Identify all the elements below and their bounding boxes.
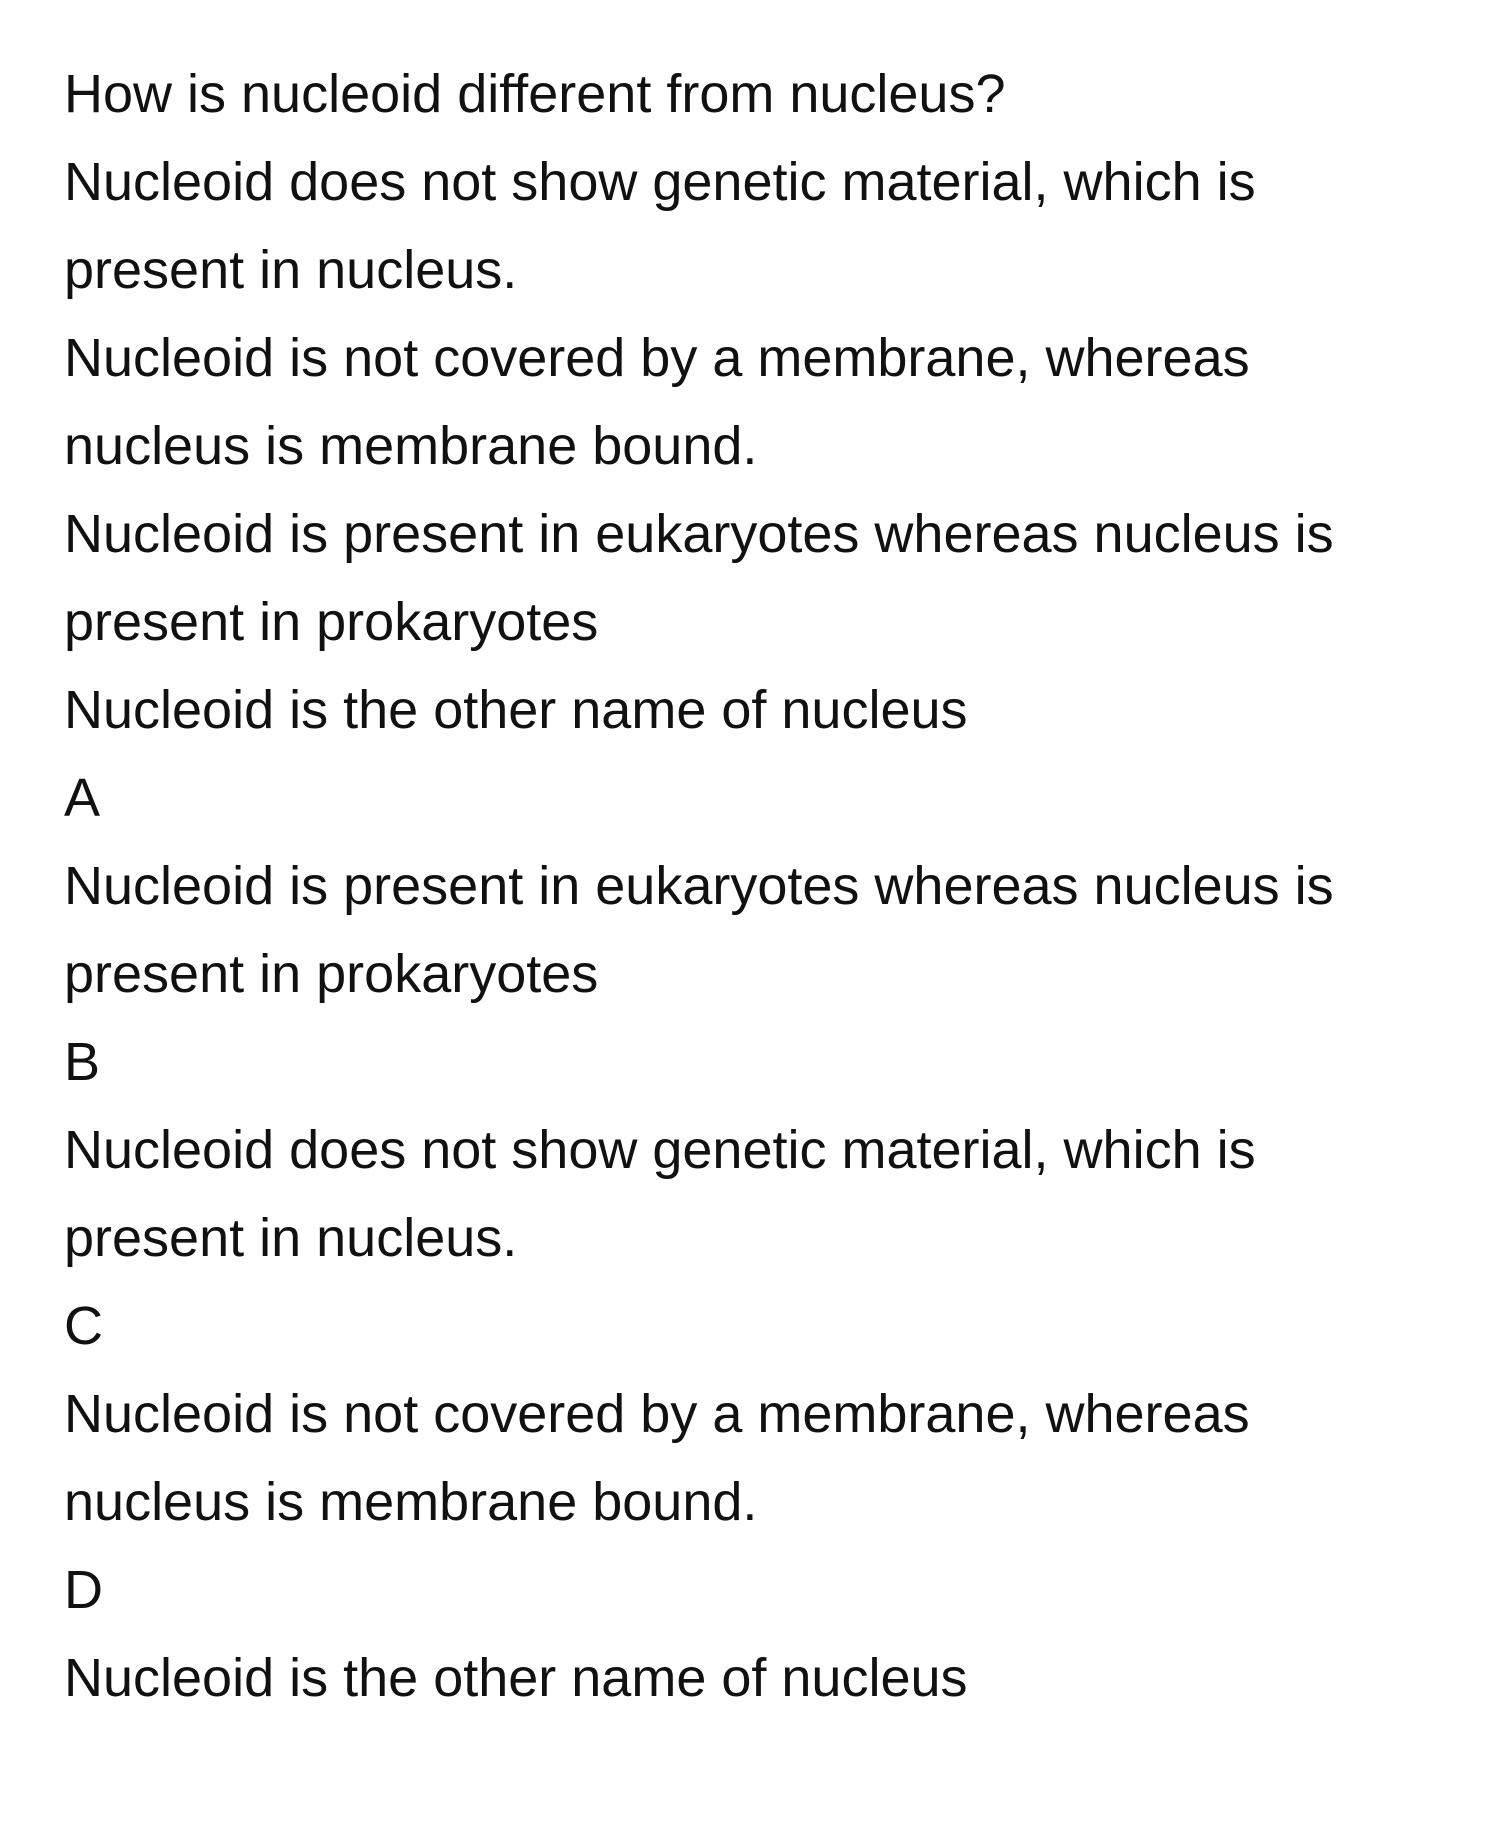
statement-line: nucleus is membrane bound. bbox=[64, 416, 758, 476]
option-a[interactable] bbox=[64, 754, 1464, 1018]
option-text: present in prokaryotes bbox=[64, 944, 599, 1004]
question-text: How is nucleoid different from nucleus? bbox=[64, 64, 1006, 124]
statement-line: present in prokaryotes bbox=[64, 592, 599, 652]
option-text: Nucleoid is present in eukaryotes whereas nucleus is bbox=[64, 856, 1334, 916]
option-d[interactable] bbox=[64, 1546, 1464, 1722]
option-text: Nucleoid does not show genetic material, which is bbox=[64, 1120, 1256, 1180]
option-text: Nucleoid is the other name of nucleus bbox=[64, 1648, 968, 1708]
option-label: C bbox=[64, 1296, 103, 1356]
statement-line: present in nucleus. bbox=[64, 240, 518, 300]
option-text: nucleus is membrane bound. bbox=[64, 1472, 758, 1532]
option-text: present in nucleus. bbox=[64, 1208, 518, 1268]
option-label: D bbox=[64, 1560, 103, 1620]
option-b[interactable] bbox=[64, 1018, 1464, 1282]
question-page bbox=[64, 64, 1464, 1722]
statement-line: Nucleoid is present in eukaryotes whereas nucleus is bbox=[64, 504, 1334, 564]
option-c[interactable] bbox=[64, 1282, 1464, 1546]
statement-line: Nucleoid does not show genetic material, which is bbox=[64, 152, 1256, 212]
option-label: A bbox=[64, 768, 101, 828]
option-text: Nucleoid is not covered by a membrane, whereas bbox=[64, 1384, 1250, 1444]
statement-line: Nucleoid is not covered by a membrane, whereas bbox=[64, 328, 1250, 388]
statement-list bbox=[64, 138, 1464, 754]
option-label: B bbox=[64, 1032, 101, 1092]
statement-line: Nucleoid is the other name of nucleus bbox=[64, 680, 968, 740]
